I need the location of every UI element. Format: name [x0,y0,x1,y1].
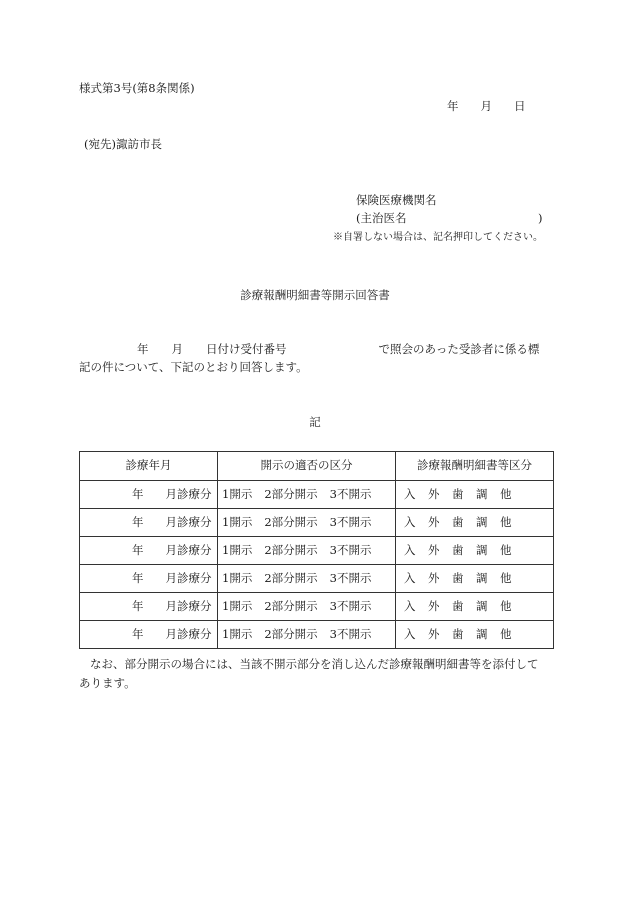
seal-note: ※自署しない場合は、記名押印してください。 [333,232,543,243]
doctor-name-label: (主治医名 [356,211,407,225]
category-dental: 歯 [452,486,464,501]
option-disclose: 1開示 [222,598,253,613]
table-row [80,537,554,565]
option-nondisclose: 3不開示 [329,598,372,613]
option-nondisclose: 3不開示 [329,486,372,501]
disclosure-cell [218,593,396,621]
category-other: 他 [500,626,512,641]
category-outpatient: 外 [428,542,440,557]
option-partial: 2部分開示 [264,486,318,501]
option-disclose: 1開示 [222,542,253,557]
body-line1-tail: で照会のあった受診者に係る標 [378,342,540,356]
period-year: 年 [132,626,144,641]
option-partial: 2部分開示 [264,570,318,585]
option-disclose: 1開示 [222,514,253,529]
category-pharmacy: 調 [476,514,488,529]
table-row [80,481,554,509]
category-other: 他 [500,486,512,501]
note-line-1-text: なお、部分開示の場合には、当該不開示部分を消し込んだ診療報酬明細書等を添付して [90,657,539,671]
doctor-name-line [356,211,543,226]
ki-heading: 記 [309,415,321,429]
category-outpatient: 外 [428,514,440,529]
category-pharmacy: 調 [476,598,488,613]
category-outpatient: 外 [428,486,440,501]
category-cell [396,593,554,621]
period-year: 年 [132,598,144,613]
category-inpatient: 入 [404,486,416,501]
doctor-name-close: ) [538,211,543,225]
body-received: 日付け受付番号 [206,342,287,356]
category-inpatient: 入 [404,626,416,641]
table-header-row [80,452,554,481]
period-month: 月診療分 [165,626,212,641]
disclosure-cell [218,621,396,649]
period-cell [80,593,218,621]
header-disclosure: 開示の適否の区分 [218,452,396,481]
category-outpatient: 外 [428,598,440,613]
note-line-2: あります。 [79,676,136,690]
category-cell [396,509,554,537]
category-other: 他 [500,598,512,613]
category-outpatient: 外 [428,570,440,585]
period-month: 月診療分 [165,542,212,557]
period-cell [80,621,218,649]
option-partial: 2部分開示 [264,514,318,529]
period-month: 月診療分 [165,570,212,585]
period-cell [80,565,218,593]
disclosure-cell [218,509,396,537]
addressee: (宛先)諏訪市長 [84,137,162,151]
period-year: 年 [132,514,144,529]
period-year: 年 [132,542,144,557]
header-category: 診療報酬明細書等区分 [396,452,554,481]
option-partial: 2部分開示 [264,542,318,557]
disclosure-cell [218,537,396,565]
option-disclose: 1開示 [222,570,253,585]
date-month: 月 [480,99,492,113]
category-cell [396,621,554,649]
table-row [80,565,554,593]
option-nondisclose: 3不開示 [329,626,372,641]
category-pharmacy: 調 [476,626,488,641]
body-text-line-1 [79,343,559,357]
period-cell [80,537,218,565]
note-line-1 [79,658,539,672]
category-other: 他 [500,542,512,557]
period-month: 月診療分 [165,486,212,501]
category-dental: 歯 [452,542,464,557]
table-row [80,621,554,649]
category-pharmacy: 調 [476,542,488,557]
option-nondisclose: 3不開示 [329,542,372,557]
category-dental: 歯 [452,626,464,641]
disclosure-cell [218,481,396,509]
disclosure-cell [218,565,396,593]
category-other: 他 [500,514,512,529]
category-dental: 歯 [452,570,464,585]
table-row [80,593,554,621]
category-cell [396,537,554,565]
option-partial: 2部分開示 [264,598,318,613]
category-outpatient: 外 [428,626,440,641]
category-inpatient: 入 [404,570,416,585]
category-dental: 歯 [452,514,464,529]
category-inpatient: 入 [404,598,416,613]
category-other: 他 [500,570,512,585]
period-month: 月診療分 [165,598,212,613]
form-number: 様式第3号(第8条関係) [79,81,195,95]
body-year: 年 [137,342,149,356]
category-pharmacy: 調 [476,570,488,585]
document-title: 診療報酬明細書等開示回答書 [240,288,390,302]
body-month: 月 [171,342,183,356]
result-table [79,451,554,649]
category-pharmacy: 調 [476,486,488,501]
period-year: 年 [132,570,144,585]
category-cell [396,565,554,593]
option-partial: 2部分開示 [264,626,318,641]
date-day: 日 [514,99,526,113]
header-period: 診療年月 [80,452,218,481]
option-disclose: 1開示 [222,486,253,501]
category-inpatient: 入 [404,542,416,557]
period-month: 月診療分 [165,514,212,529]
body-text-line-2: 記の件について、下記のとおり回答します。 [79,360,308,374]
table-row [80,509,554,537]
category-inpatient: 入 [404,514,416,529]
period-cell [80,481,218,509]
date-line [447,100,526,114]
category-cell [396,481,554,509]
category-dental: 歯 [452,598,464,613]
option-disclose: 1開示 [222,626,253,641]
option-nondisclose: 3不開示 [329,514,372,529]
period-year: 年 [132,486,144,501]
period-cell [80,509,218,537]
date-year: 年 [447,99,459,113]
option-nondisclose: 3不開示 [329,570,372,585]
institution-name-label: 保険医療機関名 [356,193,437,207]
